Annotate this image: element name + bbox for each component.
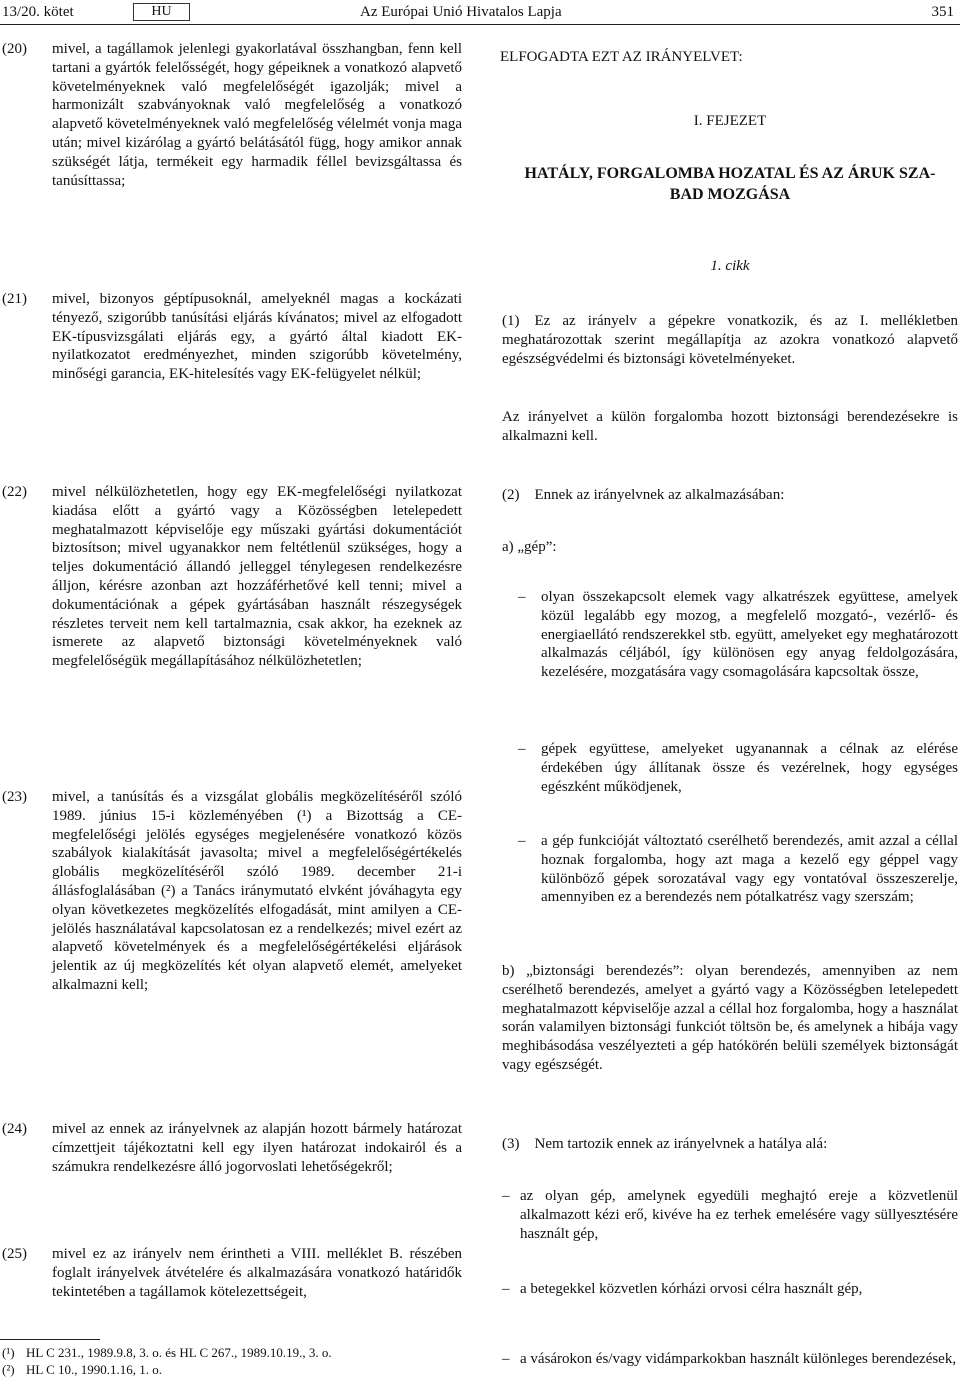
footnote-mark: (²) [2, 1362, 15, 1377]
dash-marker: – [502, 1188, 510, 1204]
exclusion-item-text: az olyan gép, amelynek egyedüli meghajtó ereje a közvetlenül alkalmazott kézi erő, kivéve ha ez terhek emelésére vagy süllyesztésére használt gép, [520, 1188, 958, 1242]
recital-number: (22) [2, 484, 27, 500]
exclusion-item-text: a betegekkel közvetlen kórházi orvosi célra használt gép, [520, 1281, 863, 1297]
exclusion-item [502, 1187, 958, 1243]
recital-number: (21) [2, 291, 27, 307]
article-paragraph-1b: Az irányelvet a külön forgalomba hozott biztonsági berendezésekre is alkalmazni kell. [502, 409, 958, 444]
recital-25 [0, 1245, 462, 1301]
exclusion-item-text: a vásárokon és/vagy vidámparkokban használt különleges berendezések, [520, 1351, 957, 1367]
recital-number: (25) [2, 1246, 27, 1262]
chapter-title: HATÁLY, FORGALOMBA HOZATAL ÉS AZ ÁRUK SZABAD MOZGÁSA [524, 165, 936, 203]
footnote-text: HL C 231., 1989.9.8, 3. o. és HL C 267., 1989.10.19., 3. o. [26, 1345, 332, 1360]
article-label: 1. cikk [710, 258, 750, 274]
article-paragraph-2: (2) Ennek az irányelvnek az alkalmazásában: [502, 487, 785, 503]
adopted-line: ELFOGADTA EZT AZ IRÁNYELVET: [500, 49, 743, 65]
dash-marker: – [518, 589, 526, 605]
page-header [0, 0, 960, 24]
exclusion-item [502, 1280, 958, 1299]
header-rule [0, 24, 960, 25]
recital-text: mivel, a tagállamok jelenlegi gyakorlatával összhangban, fenn kell tartani a gyártók felelősségét, hogy gépeiknek a vonatkozó alapvető követelményeknek való megfelelőségét igazolják; mivel a harmonizált szabványoknak való megfelelőség a vonatkozó alapvető követelményeknek való megfelelőség vélelmét vonja maga után; mivel kizárólag a gyártó belátásától függ, hogy amikor annak szükségét látja, termékeit egy harmadik féllel bevizsgáltassa és tanúsíttassa; [52, 41, 462, 189]
recital-text: mivel ez az irányelv nem érintheti a VIII. melléklet B. részében foglalt irányelvek átvételére és alkalmazására vonatkozó határidők tekintetében a tagállamok kötelezettségeit, [52, 1246, 462, 1300]
footnote-2 [0, 1361, 470, 1378]
definition-a-item-text: olyan összekapcsolt elemek vagy alkatrészek együttese, amelyek közül legalább egy mozog, a megfelelő mozgató-, vezérlő- és energiaellátó rendszerekkel stb. együtt, amelyeket egy meghatározott alkalmazás céljából, így különösen egy anyag feldolgozására, kezelésére, mozgatására vagy csomagolására kapcsoltak össze, [541, 589, 958, 681]
definition-a-item [518, 588, 958, 682]
definition-a-item-text: a gép funkcióját változtató cserélhető berendezés, amit azzal a céllal hoznak forgalomba, hogy azt maga a kezelő egy géppel vagy különböző gépek sorozatával vagy egy vontatóval összeszerelje, amennyiben ez a berendezés nem pótalkatrész vagy szerszám; [541, 833, 958, 906]
chapter-label: I. FEJEZET [693, 113, 767, 129]
volume-label: 13/20. kötet [2, 4, 74, 20]
page-number: 351 [931, 4, 954, 20]
recital-22 [0, 483, 462, 671]
recital-21 [0, 290, 462, 384]
journal-title: Az Európai Unió Hivatalos Lapja [360, 4, 562, 20]
footnote-rule [0, 1339, 100, 1340]
definition-a-item-text: gépek együttese, amelyeket ugyanannak a célnak az elérése érdekében úgy állítanak össze és vezérelnek, hogy egységes egészként működjenek, [541, 741, 958, 795]
recital-text: mivel nélkülözhetetlen, hogy egy EK-megfelelőségi nyilatkozat kiadása előtt a gyártó vagy a Közösségben letelepedett meghatalmazott képviselője egy műszaki gyártási dokumentációt biztosítson; mivel ugyanakkor nem feltétlenül szükséges, hogy a teljes dokumentáció állandó jelleggel ténylegesen rendelkezésre álljon, kérésre azonban azt hozzáférhetővé kell tenni; mivel a dokumentációnak a gépek gyártásában használt részegységek részletes terveit nem kell tartalmaznia, csak akkor, ha ezeknek az ismerete az alapvető biztonsági követelményeknek való megfelelőségük megállapításához nélkülözhetetlen; [52, 484, 462, 670]
definition-a-label: a) „gép”: [502, 539, 557, 555]
footnote-text: HL C 10., 1990.1.16, 1. o. [26, 1362, 163, 1377]
dash-marker: – [502, 1351, 510, 1367]
recital-number: (20) [2, 41, 27, 57]
definition-a-item [518, 740, 958, 796]
recital-number: (23) [2, 789, 27, 805]
language-badge: HU [133, 3, 190, 21]
recital-23 [0, 788, 462, 995]
footnote-1 [0, 1344, 470, 1361]
exclusion-item [502, 1350, 958, 1369]
dash-marker: – [518, 741, 526, 757]
recital-24 [0, 1120, 462, 1176]
recital-text: mivel, a tanúsítás és a vizsgálat globális megközelítéséről szóló 1989. június 15-i közleményében (¹) a Bizottság a CE-megfelelőségi jelölés egységes megjelenésére vonatkozó közös szabályok kialakítását javasolta; mivel a megfelelőségértékelés globális megközelítéséről szóló 1989. december 21-i állásfoglalásában (²) a Tanács iránymutató elvként jóváhagyta egy olyan következetes megközelítés elfogadását, mint amilyen a CE-jelölés használatával kapcsolatosan ez a rendelkezés; mivel ezért az alapvető követelmények és a megfelelőségértékelési eljárások jelentik az új megközelítés két olyan alapvető elemét, amelyeket alkalmazni kell; [52, 789, 462, 993]
dash-marker: – [502, 1281, 510, 1297]
recital-number: (24) [2, 1121, 27, 1137]
footnote-mark: (¹) [2, 1345, 15, 1360]
article-paragraph-1: (1) Ez az irányelv a gépekre vonatkozik, és az I. mellékletben meghatározottak szerint megállapítja az azokra vonatkozó alapvető egészségvédelmi és biztonsági követelményeket. [502, 313, 958, 367]
recital-text: mivel az ennek az irányelvnek az alapján hozott bármely határozat címzettjeit tájékoztatni kell egy ilyen határozat indokairól és a számukra rendelkezésre álló jogorvoslati lehetőségekről; [52, 1121, 462, 1175]
dash-marker: – [518, 833, 526, 849]
footnotes [0, 1339, 470, 1378]
recital-20 [0, 40, 462, 190]
recital-text: mivel, bizonyos géptípusoknál, amelyeknél magas a kockázati tényező, szigorúbb tanúsítási eljárás kívánatos; mivel az elfogadott EK-típusvizsgálati eljárás egy, a gyártó által kiadott EK-nyilatkozatot eredményezhet, minden szigorúbb követelmény, minőségi garancia, EK-hitelesítés vagy EK-felügyelet nélkül; [52, 291, 462, 383]
definition-a-item [518, 832, 958, 907]
definition-b: b) „biztonsági berendezés”: olyan berendezés, amennyiben az nem cserélhető berendezés, amelyet a gyártó vagy a Közösségben letelepedett meghatalmazott képviselője azzal a céllal hoz forgalomba, hogy a használat során valamilyen biztonsági funkciót töltsön be, és amelynek a hibája vagy meghibásodása veszélyezteti a gép hatókörén belüli személyek biztonságát vagy egészségét. [502, 963, 958, 1073]
article-paragraph-3: (3) Nem tartozik ennek az irányelvnek a hatálya alá: [502, 1136, 828, 1152]
